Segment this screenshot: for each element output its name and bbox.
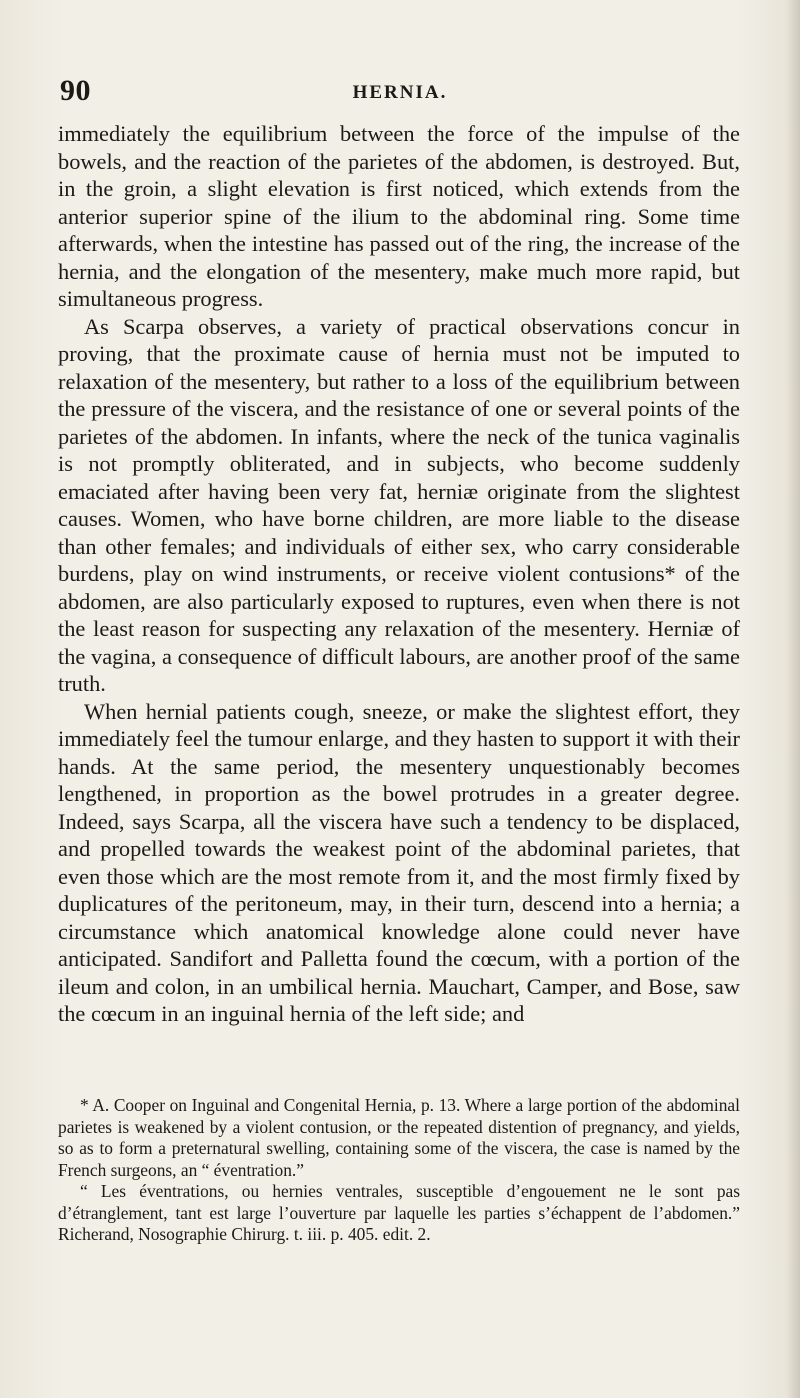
footnotes (58, 1095, 740, 1246)
running-head (60, 74, 740, 110)
body-text (58, 120, 740, 1028)
running-title: HERNIA. (352, 82, 448, 103)
paragraph: immediately the equilibrium between the force of the impulse of the bowels, and the reaction of the parietes of the abdomen, is destroyed. But, in the groin, a slight elevation is first noticed, which extends from the anterior superior spine of the ilium to the abdominal ring. Some time afterwards, when the intestine has passed out of the ring, the increase of the hernia, and the elongation of the mesentery, make much more rapid, but simultaneous progress. (58, 121, 740, 311)
footnote: * A. Cooper on Inguinal and Congenital Hernia, p. 13. Where a large portion of the abdominal parietes is weakened by a violent contusion, or the repeated distention of pregnancy, and yields, so as to form a preternatural swelling, containing some of the viscera, the case is named by the French surgeons, an “ éventration.” (58, 1095, 740, 1180)
paragraph: When hernial patients cough, sneeze, or make the slightest effort, they immediately feel the tumour enlarge, and they hasten to support it with their hands. At the same period, the mesentery unquestionably becomes lengthened, in proportion as the bowel protrudes in a greater degree. Indeed, says Scarpa, all the viscera have such a tendency to be displaced, and propelled towards the weakest point of the abdominal parietes, that even those which are the most remote from it, and the most firmly fixed by duplicatures of the peritoneum, may, in their turn, descend into a hernia; a circumstance which anatomical knowledge alone could never have anticipated. Sandifort and Palletta found the cœcum, with a portion of the ileum and colon, in an umbilical hernia. Mauchart, Camper, and Bose, saw the cœcum in an inguinal hernia of the left side; and (58, 698, 740, 1026)
footnote: “ Les éventrations, ou hernies ventrales, susceptible d’engouement ne le sont pas d’étranglement, tant est large l’ouverture par laquelle les parties s’échappent de l’abdomen.” Richerand, Nosographie Chirurg. t. iii. p. 405. edit. 2. (58, 1181, 740, 1244)
page-edge-shadow (786, 0, 800, 1398)
page-number: 90 (60, 74, 91, 107)
paragraph: As Scarpa observes, a variety of practical observations concur in proving, that the proximate cause of hernia must not be imputed to relaxation of the mesentery, but rather to a loss of the equilibrium between the pressure of the viscera, and the resistance of one or several points of the parietes of the abdomen. In infants, where the neck of the tunica vaginalis is not promptly obliterated, and in subjects, who become suddenly emaciated after having been very fat, herniæ originate from the slightest causes. Women, who have borne children, are more liable to the disease than other females; and individuals of either sex, who carry considerable burdens, play on wind instruments, or receive violent contusions* of the abdomen, are also particularly exposed to ruptures, even when there is not the least reason for suspecting any relaxation of the mesentery. Herniæ of the vagina, a consequence of difficult labours, are another proof of the same truth. (58, 313, 740, 696)
